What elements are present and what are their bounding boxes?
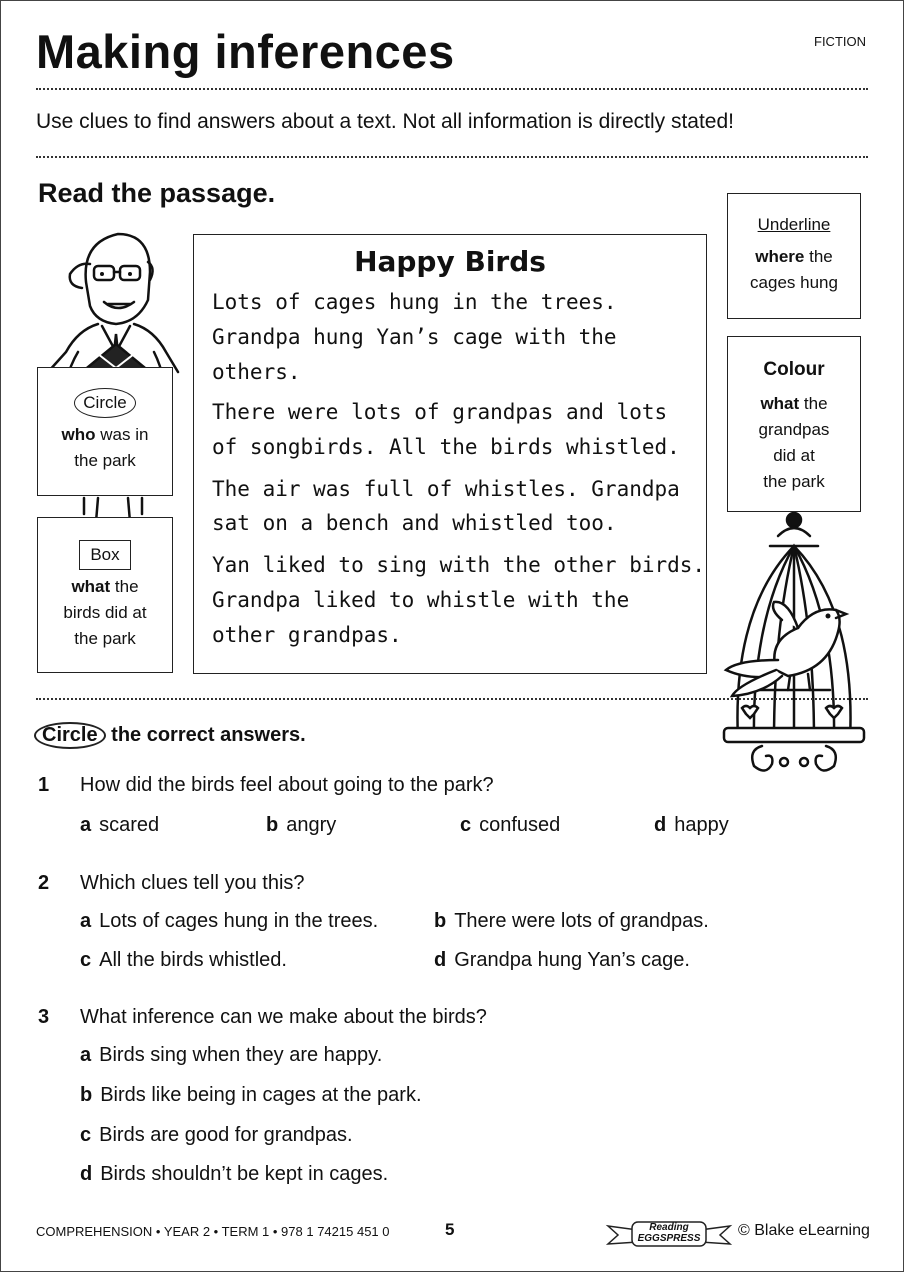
option-letter: d (654, 814, 667, 836)
instruction-box-circle (37, 367, 173, 496)
answer-option[interactable] (80, 1124, 353, 1147)
option-text: There were lots of grandpas. (454, 910, 709, 932)
divider (36, 698, 868, 700)
passage-title: Happy Birds (354, 245, 546, 278)
answer-option[interactable] (266, 814, 336, 837)
option-text: scared (99, 814, 160, 836)
box-marker: Box (79, 540, 130, 570)
option-letter: d (434, 949, 447, 971)
divider (36, 88, 868, 90)
page-number: 5 (445, 1220, 455, 1239)
passage-line: of songbirds. All the birds whistled. (212, 435, 680, 459)
box-text: the (114, 577, 139, 596)
passage-line: Grandpa liked to whistle with the (212, 588, 630, 612)
option-letter: b (80, 1084, 93, 1106)
option-text: Grandpa hung Yan’s cage. (454, 949, 690, 971)
answer-option[interactable] (80, 1044, 382, 1067)
read-heading: Read the passage. (38, 178, 276, 208)
answer-option[interactable] (80, 1163, 388, 1186)
answer-option[interactable] (434, 949, 690, 972)
logo-text-top: Reading (649, 1222, 689, 1233)
copyright: © Blake eLearning (738, 1222, 870, 1239)
answers-instruction (34, 722, 306, 749)
logo-text-bottom: EGGSPRESS (637, 1233, 701, 1244)
passage-line: Yan liked to sing with the other birds. (212, 553, 706, 577)
option-text: Birds shouldn’t be kept in cages. (100, 1163, 389, 1185)
option-letter: a (80, 910, 92, 932)
box-text: the park (763, 472, 825, 491)
box-text: the (803, 394, 828, 413)
instruction-box-colour (727, 336, 861, 512)
box-text: birds did at (63, 603, 147, 622)
box-text: cages hung (750, 273, 838, 292)
answer-option[interactable] (80, 1084, 422, 1107)
passage-line: Grandpa hung Yan’s cage with the (212, 325, 617, 349)
intro-text: Use clues to find answers about a text. Not all information is directly stated! (36, 110, 734, 133)
divider (36, 156, 868, 158)
passage-line: The air was full of whistles. Grandpa (212, 477, 680, 501)
passage-line: others. (212, 360, 301, 384)
passage-box (193, 234, 707, 674)
box-text: the park (74, 629, 136, 648)
box-keyword: what (71, 577, 111, 596)
option-letter: c (80, 1124, 92, 1146)
option-text: All the birds whistled. (99, 949, 287, 971)
reading-eggspress-logo (604, 1216, 734, 1250)
instruction-box-underline (727, 193, 861, 319)
option-letter: b (434, 910, 447, 932)
answer-option[interactable] (80, 910, 378, 933)
circle-marker: Circle (34, 722, 106, 749)
passage-line: other grandpas. (212, 623, 402, 647)
instruction-text: the correct answers. (111, 724, 306, 746)
box-keyword: who (61, 425, 96, 444)
box-keyword: what (760, 394, 800, 413)
circle-marker: Circle (74, 388, 135, 418)
question-text: Which clues tell you this? (80, 872, 305, 894)
instruction-box-box (37, 517, 173, 673)
answer-option[interactable] (460, 814, 560, 837)
box-text: did at (773, 446, 815, 465)
option-text: Birds like being in cages at the park. (100, 1084, 422, 1106)
question-text: How did the birds feel about going to the park? (80, 774, 494, 796)
answer-option[interactable] (434, 910, 709, 933)
option-letter: a (80, 1044, 92, 1066)
colour-marker: Colour (763, 359, 825, 380)
box-text: was in (100, 425, 149, 444)
option-letter: c (460, 814, 472, 836)
passage-line: Lots of cages hung in the trees. (212, 290, 617, 314)
option-text: angry (286, 814, 337, 836)
option-letter: d (80, 1163, 93, 1185)
answer-option[interactable] (80, 814, 159, 837)
box-keyword: where (755, 247, 805, 266)
box-text: grandpas (758, 420, 830, 439)
option-text: happy (674, 814, 729, 836)
question-text: What inference can we make about the birds? (80, 1006, 487, 1028)
option-letter: a (80, 814, 92, 836)
birdcage-illustration (718, 510, 868, 782)
genre-tag: FICTION (814, 34, 866, 49)
footer-info: COMPREHENSION • YEAR 2 • TERM 1 • 978 1 74215 451 0 (36, 1224, 390, 1239)
option-text: confused (479, 814, 561, 836)
question-number: 2 (38, 872, 50, 894)
option-text: Birds sing when they are happy. (99, 1044, 383, 1066)
box-text: the park (74, 451, 136, 470)
passage-line: There were lots of grandpas and lots (212, 400, 668, 424)
option-text: Birds are good for grandpas. (99, 1124, 353, 1146)
option-letter: c (80, 949, 92, 971)
question-number: 1 (38, 774, 50, 796)
option-letter: b (266, 814, 279, 836)
answer-option[interactable] (654, 814, 729, 837)
option-text: Lots of cages hung in the trees. (99, 910, 379, 932)
answer-option[interactable] (80, 949, 287, 972)
page-title: Making inferences (36, 25, 455, 78)
question-number: 3 (38, 1006, 50, 1028)
underline-marker: Underline (757, 215, 831, 234)
passage-line: sat on a bench and whistled too. (212, 511, 617, 535)
box-text: the (809, 247, 833, 266)
